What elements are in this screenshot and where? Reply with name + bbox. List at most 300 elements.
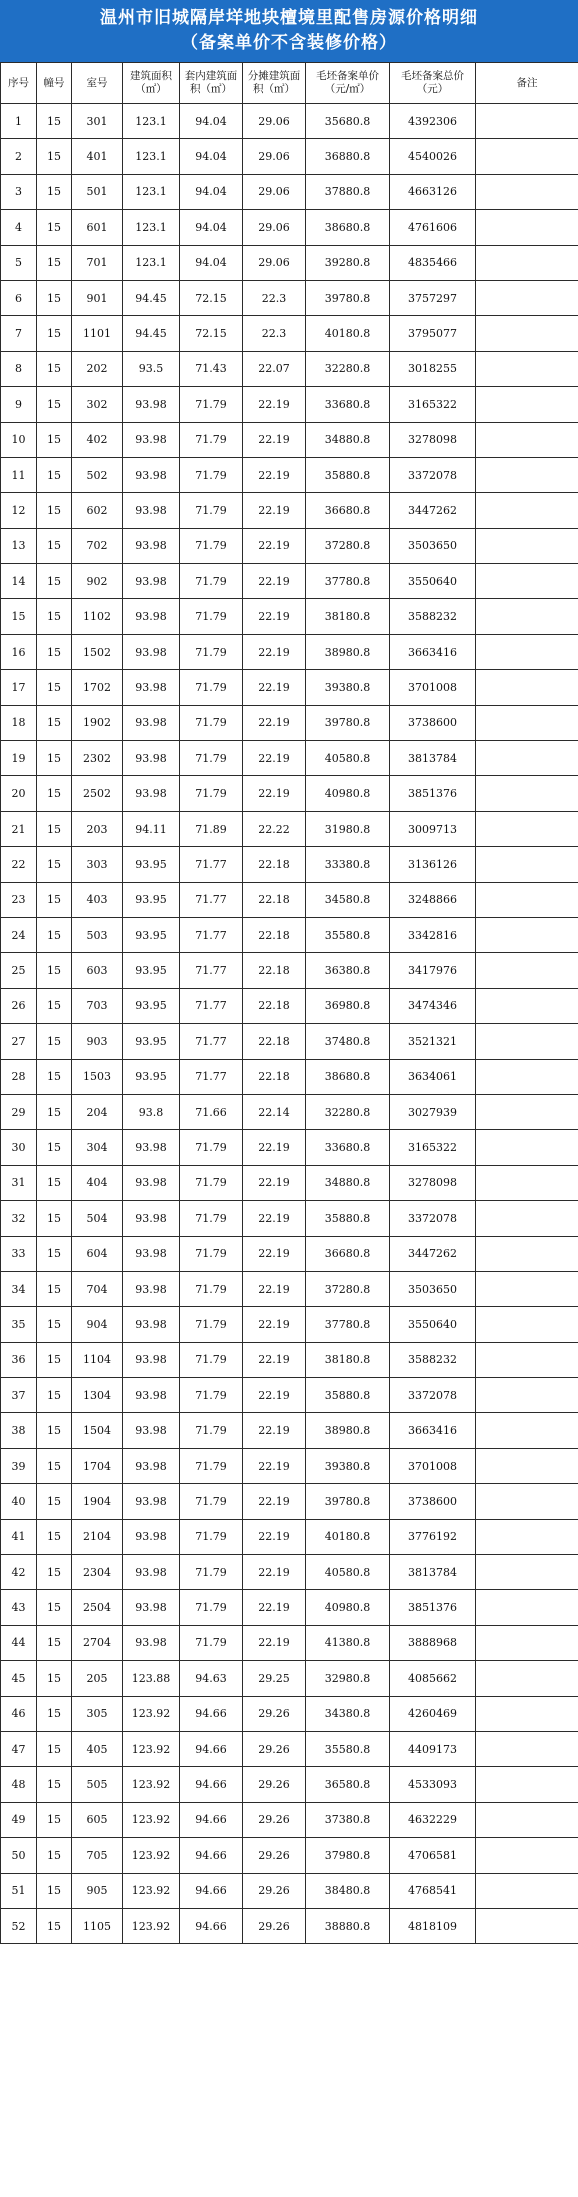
cell-shared-area: 22.19 [243,1555,306,1590]
cell-remarks [476,1519,578,1554]
cell-inner-area: 71.79 [180,1413,243,1448]
cell-shared-area: 22.07 [243,351,306,386]
cell-seq: 40 [1,1484,37,1519]
cell-gross-area: 93.98 [123,564,180,599]
cell-unit-price: 34880.8 [306,1165,390,1200]
cell-gross-area: 93.95 [123,847,180,882]
cell-inner-area: 71.79 [180,1307,243,1342]
cell-inner-area: 71.77 [180,1024,243,1059]
cell-gross-area: 93.8 [123,1094,180,1129]
cell-inner-area: 71.77 [180,917,243,952]
cell-remarks [476,387,578,422]
cell-building: 15 [37,776,72,811]
cell-building: 15 [37,1342,72,1377]
cell-total-price: 3009713 [390,811,476,846]
table-row [1,316,578,351]
table-row [1,1731,578,1766]
cell-unit-price: 37980.8 [306,1838,390,1873]
cell-gross-area: 123.92 [123,1731,180,1766]
cell-shared-area: 22.19 [243,1342,306,1377]
cell-remarks [476,1130,578,1165]
cell-room: 504 [72,1201,123,1236]
cell-inner-area: 94.04 [180,174,243,209]
cell-shared-area: 22.19 [243,564,306,599]
cell-gross-area: 93.98 [123,1413,180,1448]
cell-remarks [476,351,578,386]
cell-inner-area: 71.43 [180,351,243,386]
cell-shared-area: 29.26 [243,1802,306,1837]
cell-total-price: 3757297 [390,280,476,315]
cell-building: 15 [37,493,72,528]
cell-remarks [476,1307,578,1342]
cell-room: 604 [72,1236,123,1271]
cell-total-price: 3588232 [390,599,476,634]
cell-room: 404 [72,1165,123,1200]
cell-unit-price: 40980.8 [306,776,390,811]
cell-remarks [476,528,578,563]
cell-room: 301 [72,104,123,139]
cell-gross-area: 123.1 [123,210,180,245]
cell-total-price: 3888968 [390,1625,476,1660]
cell-inner-area: 71.79 [180,422,243,457]
cell-remarks [476,422,578,457]
cell-seq: 6 [1,280,37,315]
cell-room: 403 [72,882,123,917]
cell-shared-area: 22.19 [243,387,306,422]
cell-shared-area: 22.18 [243,988,306,1023]
cell-seq: 28 [1,1059,37,1094]
cell-total-price: 3701008 [390,670,476,705]
cell-total-price: 3018255 [390,351,476,386]
cell-building: 15 [37,1767,72,1802]
cell-total-price: 3521321 [390,1024,476,1059]
cell-unit-price: 35880.8 [306,1378,390,1413]
cell-remarks [476,1201,578,1236]
cell-room: 901 [72,280,123,315]
cell-total-price: 3136126 [390,847,476,882]
cell-inner-area: 71.79 [180,1236,243,1271]
cell-gross-area: 93.95 [123,1059,180,1094]
cell-total-price: 3663416 [390,634,476,669]
cell-shared-area: 22.19 [243,599,306,634]
header-cell-remarks: 备注 [476,63,578,104]
cell-shared-area: 22.19 [243,493,306,528]
cell-unit-price: 34580.8 [306,882,390,917]
table-row [1,280,578,315]
cell-gross-area: 94.45 [123,316,180,351]
table-row [1,847,578,882]
cell-shared-area: 29.26 [243,1838,306,1873]
cell-room: 501 [72,174,123,209]
cell-gross-area: 94.45 [123,280,180,315]
cell-room: 502 [72,457,123,492]
cell-gross-area: 123.1 [123,245,180,280]
cell-gross-area: 93.98 [123,1625,180,1660]
cell-inner-area: 71.79 [180,1590,243,1625]
cell-unit-price: 39780.8 [306,705,390,740]
cell-room: 605 [72,1802,123,1837]
page-title: 温州市旧城隔岸垟地块檀境里配售房源价格明细 [100,8,478,28]
table-row [1,493,578,528]
cell-total-price: 3165322 [390,387,476,422]
table-row [1,1873,578,1908]
cell-total-price: 4706581 [390,1838,476,1873]
cell-building: 15 [37,1236,72,1271]
table-row [1,1059,578,1094]
cell-shared-area: 29.06 [243,174,306,209]
cell-remarks [476,139,578,174]
cell-remarks [476,882,578,917]
cell-gross-area: 93.98 [123,422,180,457]
cell-unit-price: 39380.8 [306,670,390,705]
cell-seq: 5 [1,245,37,280]
cell-remarks [476,457,578,492]
cell-inner-area: 71.79 [180,1484,243,1519]
cell-unit-price: 41380.8 [306,1625,390,1660]
cell-seq: 21 [1,811,37,846]
cell-seq: 51 [1,1873,37,1908]
cell-building: 15 [37,139,72,174]
cell-gross-area: 93.98 [123,1484,180,1519]
table-row [1,210,578,245]
cell-inner-area: 71.79 [180,1625,243,1660]
cell-seq: 38 [1,1413,37,1448]
cell-inner-area: 71.79 [180,1378,243,1413]
cell-total-price: 3417976 [390,953,476,988]
table-row [1,564,578,599]
price-table [0,62,578,1944]
cell-room: 203 [72,811,123,846]
cell-shared-area: 22.18 [243,1059,306,1094]
cell-remarks [476,811,578,846]
cell-room: 602 [72,493,123,528]
cell-gross-area: 123.1 [123,104,180,139]
cell-building: 15 [37,1448,72,1483]
cell-unit-price: 37780.8 [306,564,390,599]
cell-seq: 1 [1,104,37,139]
cell-room: 505 [72,1767,123,1802]
cell-seq: 33 [1,1236,37,1271]
cell-building: 15 [37,316,72,351]
cell-inner-area: 71.79 [180,1342,243,1377]
cell-remarks [476,634,578,669]
cell-gross-area: 93.98 [123,493,180,528]
cell-gross-area: 93.98 [123,1271,180,1306]
cell-inner-area: 94.66 [180,1802,243,1837]
cell-shared-area: 22.19 [243,634,306,669]
cell-building: 15 [37,1696,72,1731]
table-row [1,174,578,209]
cell-gross-area: 123.88 [123,1661,180,1696]
cell-building: 15 [37,351,72,386]
cell-unit-price: 37380.8 [306,1802,390,1837]
cell-total-price: 3813784 [390,741,476,776]
cell-gross-area: 123.92 [123,1802,180,1837]
cell-remarks [476,741,578,776]
cell-shared-area: 29.26 [243,1873,306,1908]
cell-unit-price: 36680.8 [306,493,390,528]
cell-inner-area: 71.79 [180,1165,243,1200]
cell-shared-area: 22.22 [243,811,306,846]
cell-seq: 42 [1,1555,37,1590]
page-subtitle: （备案单价不含装修价格） [181,33,397,53]
cell-room: 903 [72,1024,123,1059]
cell-building: 15 [37,1059,72,1094]
cell-shared-area: 22.19 [243,1201,306,1236]
cell-room: 702 [72,528,123,563]
table-row [1,1448,578,1483]
cell-unit-price: 40180.8 [306,1519,390,1554]
cell-total-price: 3588232 [390,1342,476,1377]
cell-unit-price: 32280.8 [306,351,390,386]
cell-unit-price: 33380.8 [306,847,390,882]
table-row [1,1201,578,1236]
cell-inner-area: 94.66 [180,1908,243,1943]
cell-total-price: 4392306 [390,104,476,139]
cell-remarks [476,1165,578,1200]
cell-remarks [476,1661,578,1696]
table-row [1,1802,578,1837]
cell-building: 15 [37,705,72,740]
cell-seq: 11 [1,457,37,492]
cell-shared-area: 29.26 [243,1908,306,1943]
cell-gross-area: 123.92 [123,1767,180,1802]
table-row [1,1625,578,1660]
cell-shared-area: 22.18 [243,1024,306,1059]
cell-unit-price: 38480.8 [306,1873,390,1908]
cell-building: 15 [37,882,72,917]
cell-gross-area: 93.98 [123,599,180,634]
cell-total-price: 4818109 [390,1908,476,1943]
table-row [1,776,578,811]
cell-shared-area: 29.06 [243,104,306,139]
cell-room: 304 [72,1130,123,1165]
cell-building: 15 [37,1271,72,1306]
cell-gross-area: 123.1 [123,174,180,209]
cell-unit-price: 35680.8 [306,104,390,139]
cell-gross-area: 93.98 [123,1519,180,1554]
cell-inner-area: 94.04 [180,139,243,174]
cell-remarks [476,847,578,882]
cell-building: 15 [37,1378,72,1413]
cell-total-price: 4409173 [390,1731,476,1766]
cell-seq: 17 [1,670,37,705]
cell-inner-area: 94.66 [180,1696,243,1731]
cell-room: 2502 [72,776,123,811]
cell-unit-price: 34880.8 [306,422,390,457]
cell-seq: 34 [1,1271,37,1306]
cell-building: 15 [37,1094,72,1129]
cell-shared-area: 22.19 [243,1484,306,1519]
cell-room: 402 [72,422,123,457]
cell-shared-area: 22.14 [243,1094,306,1129]
header-cell-gross-area: 建筑面积（㎡） [123,63,180,104]
cell-inner-area: 94.04 [180,210,243,245]
cell-total-price: 4085662 [390,1661,476,1696]
cell-building: 15 [37,670,72,705]
cell-remarks [476,1342,578,1377]
cell-gross-area: 93.98 [123,1590,180,1625]
cell-building: 15 [37,280,72,315]
cell-room: 704 [72,1271,123,1306]
cell-seq: 46 [1,1696,37,1731]
cell-unit-price: 33680.8 [306,1130,390,1165]
cell-inner-area: 71.77 [180,953,243,988]
cell-seq: 36 [1,1342,37,1377]
cell-inner-area: 71.79 [180,564,243,599]
cell-unit-price: 33680.8 [306,387,390,422]
cell-remarks [476,1625,578,1660]
cell-room: 305 [72,1696,123,1731]
cell-total-price: 4768541 [390,1873,476,1908]
cell-room: 202 [72,351,123,386]
cell-room: 401 [72,139,123,174]
cell-building: 15 [37,1519,72,1554]
cell-remarks [476,1873,578,1908]
cell-room: 703 [72,988,123,1023]
cell-remarks [476,245,578,280]
cell-shared-area: 22.18 [243,847,306,882]
cell-unit-price: 39780.8 [306,280,390,315]
cell-shared-area: 22.19 [243,1165,306,1200]
table-row [1,1519,578,1554]
cell-room: 2302 [72,741,123,776]
table-row [1,387,578,422]
cell-total-price: 3550640 [390,1307,476,1342]
cell-shared-area: 22.19 [243,528,306,563]
table-row [1,1165,578,1200]
cell-gross-area: 93.95 [123,953,180,988]
cell-total-price: 3278098 [390,422,476,457]
cell-shared-area: 22.3 [243,280,306,315]
cell-inner-area: 71.79 [180,493,243,528]
cell-inner-area: 71.77 [180,847,243,882]
cell-gross-area: 93.95 [123,882,180,917]
cell-room: 1105 [72,1908,123,1943]
cell-unit-price: 36880.8 [306,139,390,174]
cell-inner-area: 71.79 [180,1448,243,1483]
cell-shared-area: 22.19 [243,705,306,740]
cell-unit-price: 40580.8 [306,741,390,776]
cell-remarks [476,953,578,988]
cell-seq: 45 [1,1661,37,1696]
table-row [1,1342,578,1377]
header-cell-total-price: 毛坯备案总价（元） [390,63,476,104]
cell-remarks [476,1838,578,1873]
table-row [1,741,578,776]
cell-gross-area: 93.98 [123,457,180,492]
cell-seq: 31 [1,1165,37,1200]
cell-shared-area: 22.19 [243,1130,306,1165]
cell-seq: 52 [1,1908,37,1943]
cell-remarks [476,917,578,952]
cell-seq: 18 [1,705,37,740]
cell-inner-area: 72.15 [180,316,243,351]
cell-shared-area: 29.06 [243,245,306,280]
cell-building: 15 [37,953,72,988]
cell-unit-price: 37880.8 [306,174,390,209]
cell-total-price: 3851376 [390,776,476,811]
cell-inner-area: 72.15 [180,280,243,315]
cell-inner-area: 71.79 [180,1555,243,1590]
cell-room: 503 [72,917,123,952]
table-row [1,811,578,846]
cell-inner-area: 94.66 [180,1838,243,1873]
cell-remarks [476,1555,578,1590]
cell-building: 15 [37,1661,72,1696]
cell-room: 302 [72,387,123,422]
cell-remarks [476,1802,578,1837]
header-cell-room: 室号 [72,63,123,104]
cell-total-price: 3503650 [390,1271,476,1306]
cell-remarks [476,705,578,740]
cell-shared-area: 22.3 [243,316,306,351]
header-cell-inner-area: 套内建筑面积（㎡） [180,63,243,104]
cell-inner-area: 71.77 [180,882,243,917]
cell-room: 905 [72,1873,123,1908]
cell-seq: 14 [1,564,37,599]
cell-unit-price: 40180.8 [306,316,390,351]
cell-shared-area: 22.19 [243,1307,306,1342]
cell-shared-area: 29.26 [243,1731,306,1766]
table-row [1,705,578,740]
cell-unit-price: 36980.8 [306,988,390,1023]
cell-gross-area: 93.98 [123,741,180,776]
cell-gross-area: 93.95 [123,988,180,1023]
cell-remarks [476,1024,578,1059]
cell-building: 15 [37,387,72,422]
cell-building: 15 [37,1024,72,1059]
cell-total-price: 3701008 [390,1448,476,1483]
header-cell-building: 幢号 [37,63,72,104]
cell-gross-area: 93.98 [123,1236,180,1271]
cell-building: 15 [37,1413,72,1448]
cell-gross-area: 123.92 [123,1838,180,1873]
cell-gross-area: 93.98 [123,1342,180,1377]
cell-room: 1704 [72,1448,123,1483]
cell-room: 2704 [72,1625,123,1660]
cell-remarks [476,210,578,245]
table-row [1,1696,578,1731]
cell-building: 15 [37,917,72,952]
cell-unit-price: 38980.8 [306,634,390,669]
cell-shared-area: 22.19 [243,670,306,705]
cell-inner-area: 71.79 [180,1201,243,1236]
cell-seq: 8 [1,351,37,386]
cell-total-price: 3248866 [390,882,476,917]
cell-seq: 44 [1,1625,37,1660]
cell-shared-area: 22.18 [243,917,306,952]
cell-remarks [476,1590,578,1625]
cell-room: 2504 [72,1590,123,1625]
cell-building: 15 [37,1201,72,1236]
cell-unit-price: 36380.8 [306,953,390,988]
cell-seq: 47 [1,1731,37,1766]
cell-building: 15 [37,457,72,492]
cell-inner-area: 71.79 [180,741,243,776]
table-row [1,882,578,917]
cell-shared-area: 22.19 [243,457,306,492]
cell-remarks [476,988,578,1023]
cell-seq: 10 [1,422,37,457]
cell-inner-area: 71.79 [180,1130,243,1165]
table-row [1,1908,578,1943]
cell-gross-area: 93.98 [123,1165,180,1200]
cell-unit-price: 36680.8 [306,1236,390,1271]
cell-remarks [476,1767,578,1802]
cell-building: 15 [37,1873,72,1908]
cell-total-price: 3503650 [390,528,476,563]
